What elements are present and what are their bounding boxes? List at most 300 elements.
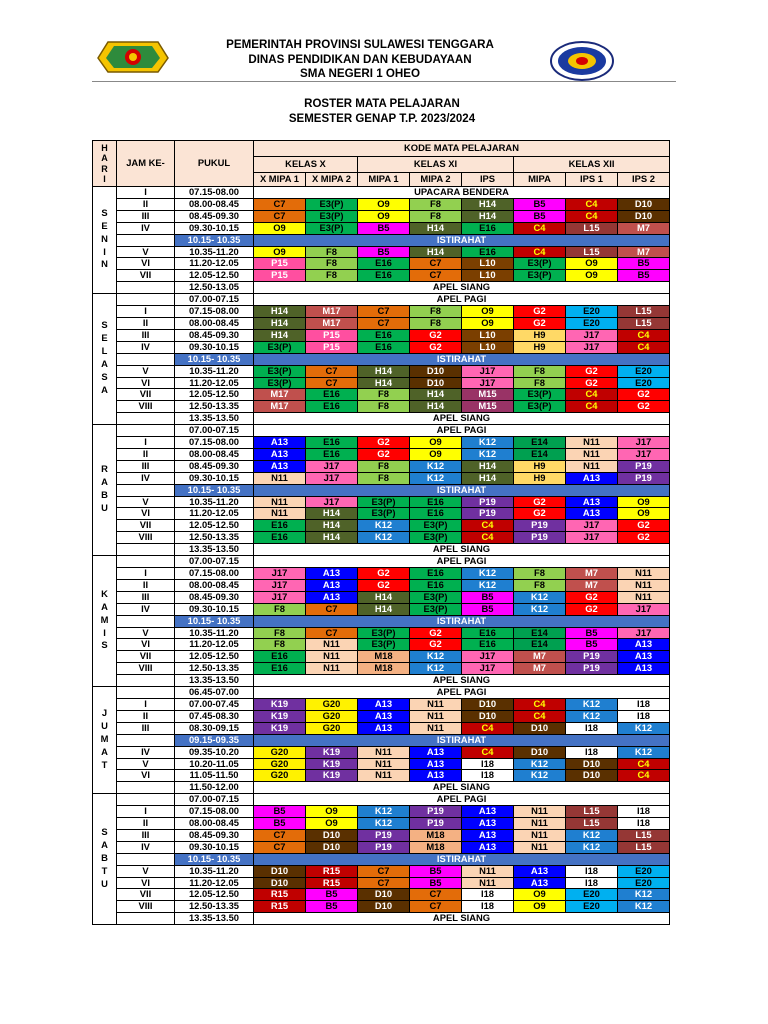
subject-code-cell: A13 bbox=[410, 746, 462, 758]
jam-cell: IV bbox=[117, 222, 175, 234]
activity-cell: APEL SIANG bbox=[254, 913, 670, 925]
subject-code-cell: A13 bbox=[566, 496, 618, 508]
subject-code-cell: M17 bbox=[306, 317, 358, 329]
pukul-cell: 08.45-09.30 bbox=[175, 329, 254, 341]
pukul-cell: 09.35-10.20 bbox=[175, 746, 254, 758]
day-letter: S bbox=[101, 371, 108, 383]
day-letter: N bbox=[101, 258, 108, 270]
subject-code-cell: P19 bbox=[410, 818, 462, 830]
subject-code-cell: A13 bbox=[410, 770, 462, 782]
subject-code-cell: C4 bbox=[566, 401, 618, 413]
jam-cell bbox=[117, 794, 175, 806]
jam-cell: I bbox=[117, 437, 175, 449]
table-row bbox=[93, 865, 670, 877]
subject-code-cell: G2 bbox=[618, 389, 670, 401]
subject-code-cell: L15 bbox=[566, 806, 618, 818]
subject-code-cell: H14 bbox=[358, 591, 410, 603]
subject-code-cell: H14 bbox=[358, 603, 410, 615]
subject-code-cell: I18 bbox=[566, 746, 618, 758]
jam-cell: VII bbox=[117, 520, 175, 532]
subject-code-cell: E16 bbox=[462, 246, 514, 258]
table-row bbox=[93, 663, 670, 675]
subject-code-cell: M15 bbox=[462, 401, 514, 413]
subject-code-cell: L15 bbox=[618, 829, 670, 841]
subject-code-cell: L15 bbox=[618, 841, 670, 853]
table-row bbox=[93, 472, 670, 484]
table-row bbox=[93, 556, 670, 568]
subject-code-cell: G2 bbox=[566, 377, 618, 389]
subject-code-cell: R15 bbox=[254, 901, 306, 913]
pukul-cell: 09.30-10.15 bbox=[175, 603, 254, 615]
pukul-cell: 13.35-13.50 bbox=[175, 913, 254, 925]
subject-code-cell: K12 bbox=[566, 698, 618, 710]
subject-code-cell: B5 bbox=[254, 806, 306, 818]
subject-code-cell: G2 bbox=[618, 532, 670, 544]
day-letter: A bbox=[101, 358, 108, 370]
subject-code-cell: C7 bbox=[254, 210, 306, 222]
subject-code-cell: K12 bbox=[566, 841, 618, 853]
day-letter: M bbox=[100, 613, 109, 625]
day-letter: A bbox=[101, 600, 108, 612]
table-row bbox=[93, 234, 670, 246]
day-letter: S bbox=[101, 206, 108, 218]
activity-cell: UPACARA BENDERA bbox=[254, 187, 670, 199]
subject-code-cell: G2 bbox=[566, 591, 618, 603]
pukul-cell: 07.00-07.15 bbox=[175, 425, 254, 437]
subject-code-cell: E14 bbox=[514, 437, 566, 449]
subject-code-cell: P15 bbox=[306, 329, 358, 341]
pukul-cell: 10.20-11.05 bbox=[175, 758, 254, 770]
table-row bbox=[93, 782, 670, 794]
subject-code-cell: K19 bbox=[254, 722, 306, 734]
subject-code-cell: J17 bbox=[254, 568, 306, 580]
col-pukul-header: PUKUL bbox=[175, 141, 254, 187]
table-row bbox=[93, 829, 670, 841]
jam-cell bbox=[117, 913, 175, 925]
subject-code-cell: G2 bbox=[514, 496, 566, 508]
subject-code-cell: I18 bbox=[566, 877, 618, 889]
subject-code-cell: E3(P) bbox=[410, 603, 462, 615]
subject-code-cell: B5 bbox=[254, 818, 306, 830]
break-cell: ISTIRAHAT bbox=[254, 853, 670, 865]
subject-code-cell: E20 bbox=[566, 306, 618, 318]
subject-code-cell: F8 bbox=[410, 317, 462, 329]
subject-code-cell: I18 bbox=[462, 901, 514, 913]
subject-code-cell: A13 bbox=[254, 448, 306, 460]
subject-code-cell: F8 bbox=[358, 401, 410, 413]
subject-code-cell: B5 bbox=[618, 270, 670, 282]
subject-code-cell: C7 bbox=[254, 841, 306, 853]
subject-code-cell: H9 bbox=[514, 341, 566, 353]
table-row bbox=[93, 579, 670, 591]
table-row bbox=[93, 246, 670, 258]
subject-code-cell: P19 bbox=[514, 520, 566, 532]
jam-cell: III bbox=[117, 210, 175, 222]
subject-code-cell: K19 bbox=[306, 758, 358, 770]
subject-code-cell: N11 bbox=[514, 806, 566, 818]
subject-code-cell: F8 bbox=[410, 306, 462, 318]
document-header bbox=[0, 0, 768, 85]
subject-code-cell: O9 bbox=[306, 806, 358, 818]
subject-code-cell: D10 bbox=[618, 210, 670, 222]
jam-cell: I bbox=[117, 306, 175, 318]
pukul-cell: 07.15-08.00 bbox=[175, 568, 254, 580]
subject-code-cell: F8 bbox=[514, 365, 566, 377]
pukul-cell: 11.05-11.50 bbox=[175, 770, 254, 782]
subject-code-cell: H14 bbox=[254, 317, 306, 329]
subject-code-cell: M18 bbox=[358, 651, 410, 663]
day-label bbox=[93, 556, 117, 687]
jam-cell: VI bbox=[117, 770, 175, 782]
jam-cell bbox=[117, 734, 175, 746]
pukul-cell: 10.15- 10.35 bbox=[175, 353, 254, 365]
school-emblem-icon bbox=[549, 40, 615, 82]
subject-code-cell: N11 bbox=[358, 746, 410, 758]
subject-code-cell: E3(P) bbox=[514, 401, 566, 413]
subject-code-cell: L10 bbox=[462, 258, 514, 270]
subject-code-cell: C7 bbox=[410, 901, 462, 913]
subject-code-cell: D10 bbox=[306, 829, 358, 841]
subject-code-cell: K12 bbox=[410, 472, 462, 484]
table-row bbox=[93, 270, 670, 282]
table-row bbox=[93, 317, 670, 329]
subject-code-cell: A13 bbox=[462, 841, 514, 853]
table-row bbox=[93, 901, 670, 913]
subject-code-cell: C7 bbox=[306, 377, 358, 389]
subject-code-cell: A13 bbox=[306, 568, 358, 580]
subject-code-cell: F8 bbox=[514, 579, 566, 591]
subject-code-cell: E16 bbox=[306, 448, 358, 460]
table-row bbox=[93, 758, 670, 770]
table-row bbox=[93, 841, 670, 853]
table-row bbox=[93, 187, 670, 199]
table-row bbox=[93, 377, 670, 389]
subject-code-cell: A13 bbox=[618, 651, 670, 663]
subject-code-cell: E3(P) bbox=[306, 222, 358, 234]
subject-code-cell: K12 bbox=[358, 806, 410, 818]
jam-cell: VIII bbox=[117, 663, 175, 675]
subject-code-cell: I18 bbox=[618, 698, 670, 710]
subject-code-cell: I18 bbox=[462, 758, 514, 770]
subject-code-cell: E3(P) bbox=[254, 341, 306, 353]
pukul-cell: 07.15-08.00 bbox=[175, 306, 254, 318]
pukul-cell: 09.30-10.15 bbox=[175, 472, 254, 484]
subject-code-cell: C7 bbox=[410, 270, 462, 282]
subject-code-cell: L10 bbox=[462, 329, 514, 341]
table-row bbox=[93, 353, 670, 365]
jam-cell: III bbox=[117, 591, 175, 603]
subject-code-cell: K19 bbox=[306, 746, 358, 758]
pukul-cell: 11.20-12.05 bbox=[175, 639, 254, 651]
subject-code-cell: N11 bbox=[566, 437, 618, 449]
subject-code-cell: J17 bbox=[306, 496, 358, 508]
subject-code-cell: P19 bbox=[514, 532, 566, 544]
subject-code-cell: A13 bbox=[618, 639, 670, 651]
subject-code-cell: E20 bbox=[566, 317, 618, 329]
subject-code-cell: J17 bbox=[254, 579, 306, 591]
pukul-cell: 12.05-12.50 bbox=[175, 520, 254, 532]
activity-cell: APEL PAGI bbox=[254, 687, 670, 699]
subject-code-cell: C4 bbox=[566, 198, 618, 210]
pukul-cell: 07.45-08.30 bbox=[175, 710, 254, 722]
table-row bbox=[93, 746, 670, 758]
subject-code-cell: L15 bbox=[618, 317, 670, 329]
subject-code-cell: B5 bbox=[306, 889, 358, 901]
pukul-cell: 07.15-08.00 bbox=[175, 806, 254, 818]
table-row bbox=[93, 568, 670, 580]
table-row bbox=[93, 532, 670, 544]
subject-code-cell: M15 bbox=[462, 389, 514, 401]
subject-code-cell: I18 bbox=[462, 889, 514, 901]
table-row bbox=[93, 341, 670, 353]
document-title bbox=[200, 97, 564, 127]
subject-code-cell: C4 bbox=[514, 710, 566, 722]
kode-header: KODE MATA PELAJARAN bbox=[254, 141, 670, 157]
subject-code-cell: N11 bbox=[618, 591, 670, 603]
subject-code-cell: F8 bbox=[306, 258, 358, 270]
subject-code-cell: G2 bbox=[514, 317, 566, 329]
subject-code-cell: A13 bbox=[410, 758, 462, 770]
subject-code-cell: H14 bbox=[462, 198, 514, 210]
subject-code-cell: C7 bbox=[410, 258, 462, 270]
table-row bbox=[93, 258, 670, 270]
jam-cell: II bbox=[117, 198, 175, 210]
table-row bbox=[93, 520, 670, 532]
subject-code-cell: E16 bbox=[254, 651, 306, 663]
subject-code-cell: M7 bbox=[618, 222, 670, 234]
subject-code-cell: B5 bbox=[566, 639, 618, 651]
subject-code-cell: G20 bbox=[306, 722, 358, 734]
subject-code-cell: C4 bbox=[514, 222, 566, 234]
subject-code-cell: E3(P) bbox=[306, 198, 358, 210]
subject-code-cell: R15 bbox=[306, 865, 358, 877]
subject-code-cell: K12 bbox=[410, 651, 462, 663]
subject-code-cell: N11 bbox=[358, 758, 410, 770]
table-row bbox=[93, 413, 670, 425]
header-line-2: DINAS PENDIDIKAN DAN KEBUDAYAAN bbox=[248, 52, 472, 66]
subject-code-cell: H9 bbox=[514, 329, 566, 341]
subject-code-cell: E16 bbox=[254, 520, 306, 532]
subject-code-cell: I18 bbox=[566, 865, 618, 877]
subject-code-cell: L15 bbox=[618, 306, 670, 318]
subject-code-cell: E3(P) bbox=[410, 532, 462, 544]
subject-code-cell: F8 bbox=[358, 389, 410, 401]
subject-code-cell: O9 bbox=[358, 210, 410, 222]
jam-cell: IV bbox=[117, 341, 175, 353]
table-row bbox=[93, 437, 670, 449]
pukul-cell: 10.35-11.20 bbox=[175, 865, 254, 877]
jam-cell: V bbox=[117, 627, 175, 639]
subject-code-cell: E16 bbox=[358, 258, 410, 270]
subject-code-cell: F8 bbox=[306, 270, 358, 282]
subject-code-cell: E20 bbox=[618, 877, 670, 889]
subject-code-cell: H14 bbox=[358, 377, 410, 389]
jam-cell bbox=[117, 234, 175, 246]
subject-code-cell: G2 bbox=[618, 401, 670, 413]
table-row bbox=[93, 877, 670, 889]
subject-code-cell: H14 bbox=[306, 520, 358, 532]
activity-cell: APEL PAGI bbox=[254, 794, 670, 806]
subject-code-cell: K12 bbox=[618, 889, 670, 901]
subject-code-cell: E16 bbox=[358, 270, 410, 282]
subject-code-cell: B5 bbox=[514, 198, 566, 210]
subject-code-cell: C7 bbox=[254, 829, 306, 841]
subject-code-cell: P15 bbox=[254, 258, 306, 270]
activity-cell: APEL PAGI bbox=[254, 425, 670, 437]
subject-code-cell: J17 bbox=[566, 532, 618, 544]
jam-cell: VI bbox=[117, 877, 175, 889]
subject-code-cell: N11 bbox=[306, 651, 358, 663]
pukul-cell: 10.15- 10.35 bbox=[175, 484, 254, 496]
subject-code-cell: J17 bbox=[306, 472, 358, 484]
subject-code-cell: D10 bbox=[618, 198, 670, 210]
subject-code-cell: C7 bbox=[358, 865, 410, 877]
day-letter: M bbox=[100, 732, 109, 744]
subject-code-cell: K12 bbox=[358, 520, 410, 532]
subject-code-cell: E16 bbox=[410, 568, 462, 580]
subject-code-cell: O9 bbox=[254, 222, 306, 234]
pukul-cell: 08.00-08.45 bbox=[175, 448, 254, 460]
subject-code-cell: R15 bbox=[306, 877, 358, 889]
table-row bbox=[93, 329, 670, 341]
subject-code-cell: F8 bbox=[410, 198, 462, 210]
jam-cell bbox=[117, 556, 175, 568]
table-row bbox=[93, 913, 670, 925]
subject-code-cell: K12 bbox=[618, 722, 670, 734]
subject-code-cell: B5 bbox=[410, 877, 462, 889]
subject-code-cell: E16 bbox=[306, 437, 358, 449]
subject-code-cell: G2 bbox=[358, 448, 410, 460]
table-row bbox=[93, 282, 670, 294]
jam-cell: IV bbox=[117, 841, 175, 853]
subject-code-cell: B5 bbox=[358, 246, 410, 258]
class-subheader: IPS 2 bbox=[618, 173, 670, 187]
day-label bbox=[93, 294, 117, 425]
subject-code-cell: M17 bbox=[254, 389, 306, 401]
subject-code-cell: P19 bbox=[566, 663, 618, 675]
subject-code-cell: A13 bbox=[358, 722, 410, 734]
day-letter: U bbox=[101, 719, 108, 731]
header-line-3: SMA NEGERI 1 OHEO bbox=[299, 67, 421, 80]
subject-code-cell: M17 bbox=[306, 306, 358, 318]
subject-code-cell: F8 bbox=[514, 568, 566, 580]
jam-cell: I bbox=[117, 806, 175, 818]
pukul-cell: 12.50-13.05 bbox=[175, 282, 254, 294]
day-letter: E bbox=[101, 332, 108, 344]
subject-code-cell: M7 bbox=[566, 568, 618, 580]
jam-cell: VII bbox=[117, 889, 175, 901]
subject-code-cell: B5 bbox=[462, 591, 514, 603]
table-row bbox=[93, 675, 670, 687]
pukul-cell: 13.35-13.50 bbox=[175, 544, 254, 556]
pukul-cell: 08.45-09.30 bbox=[175, 460, 254, 472]
subject-code-cell: D10 bbox=[306, 841, 358, 853]
subject-code-cell: G20 bbox=[254, 746, 306, 758]
day-label bbox=[93, 687, 117, 794]
subject-code-cell: F8 bbox=[254, 603, 306, 615]
jam-cell: III bbox=[117, 722, 175, 734]
class-subheader: X MIPA 2 bbox=[306, 173, 358, 187]
subject-code-cell: L10 bbox=[462, 270, 514, 282]
subject-code-cell: J17 bbox=[306, 460, 358, 472]
activity-cell: APEL SIANG bbox=[254, 282, 670, 294]
subject-code-cell: E3(P) bbox=[306, 210, 358, 222]
jam-cell: VIII bbox=[117, 901, 175, 913]
jam-cell: II bbox=[117, 579, 175, 591]
subject-code-cell: C4 bbox=[618, 758, 670, 770]
subject-code-cell: H14 bbox=[462, 460, 514, 472]
subject-code-cell: I18 bbox=[618, 806, 670, 818]
subject-code-cell: E3(P) bbox=[514, 389, 566, 401]
table-row bbox=[93, 306, 670, 318]
subject-code-cell: O9 bbox=[618, 508, 670, 520]
subject-code-cell: J17 bbox=[462, 651, 514, 663]
break-cell: ISTIRAHAT bbox=[254, 484, 670, 496]
subject-code-cell: A13 bbox=[358, 710, 410, 722]
subject-code-cell: J17 bbox=[462, 377, 514, 389]
subject-code-cell: M18 bbox=[410, 841, 462, 853]
class-subheader: X MIPA 1 bbox=[254, 173, 306, 187]
table-row bbox=[93, 484, 670, 496]
subject-code-cell: D10 bbox=[358, 889, 410, 901]
subject-code-cell: N11 bbox=[306, 663, 358, 675]
table-row bbox=[93, 794, 670, 806]
subject-code-cell: N11 bbox=[462, 877, 514, 889]
subject-code-cell: A13 bbox=[514, 865, 566, 877]
pukul-cell: 08.30-09.15 bbox=[175, 722, 254, 734]
subject-code-cell: B5 bbox=[566, 627, 618, 639]
pukul-cell: 12.05-12.50 bbox=[175, 389, 254, 401]
subject-code-cell: E3(P) bbox=[358, 639, 410, 651]
subject-code-cell: F8 bbox=[358, 472, 410, 484]
subject-code-cell: B5 bbox=[618, 258, 670, 270]
subject-code-cell: K12 bbox=[462, 437, 514, 449]
jam-cell: IV bbox=[117, 746, 175, 758]
break-cell: ISTIRAHAT bbox=[254, 234, 670, 246]
subject-code-cell: E20 bbox=[618, 865, 670, 877]
pukul-cell: 12.50-13.35 bbox=[175, 401, 254, 413]
subject-code-cell: A13 bbox=[462, 806, 514, 818]
subject-code-cell: E20 bbox=[618, 365, 670, 377]
subject-code-cell: E14 bbox=[514, 639, 566, 651]
jam-cell: III bbox=[117, 329, 175, 341]
subject-code-cell: N11 bbox=[306, 639, 358, 651]
subject-code-cell: C4 bbox=[566, 389, 618, 401]
pukul-cell: 10.15- 10.35 bbox=[175, 615, 254, 627]
subject-code-cell: C7 bbox=[306, 627, 358, 639]
subject-code-cell: C4 bbox=[462, 520, 514, 532]
table-row bbox=[93, 627, 670, 639]
subject-code-cell: K12 bbox=[566, 710, 618, 722]
subject-code-cell: I18 bbox=[462, 770, 514, 782]
subject-code-cell: A13 bbox=[514, 877, 566, 889]
subject-code-cell: P19 bbox=[410, 806, 462, 818]
subject-code-cell: D10 bbox=[358, 901, 410, 913]
subject-code-cell: B5 bbox=[514, 210, 566, 222]
class-subheader: MIPA 1 bbox=[358, 173, 410, 187]
jam-cell bbox=[117, 615, 175, 627]
subject-code-cell: J17 bbox=[462, 365, 514, 377]
subject-code-cell: E3(P) bbox=[514, 270, 566, 282]
pukul-cell: 07.15-08.00 bbox=[175, 187, 254, 199]
subject-code-cell: M7 bbox=[514, 651, 566, 663]
subject-code-cell: G20 bbox=[306, 698, 358, 710]
table-row bbox=[93, 544, 670, 556]
subject-code-cell: G2 bbox=[410, 627, 462, 639]
roster-table bbox=[92, 140, 670, 925]
subject-code-cell: P19 bbox=[618, 472, 670, 484]
header-line-1: PEMERINTAH PROVINSI SULAWESI TENGGARA bbox=[226, 38, 494, 51]
